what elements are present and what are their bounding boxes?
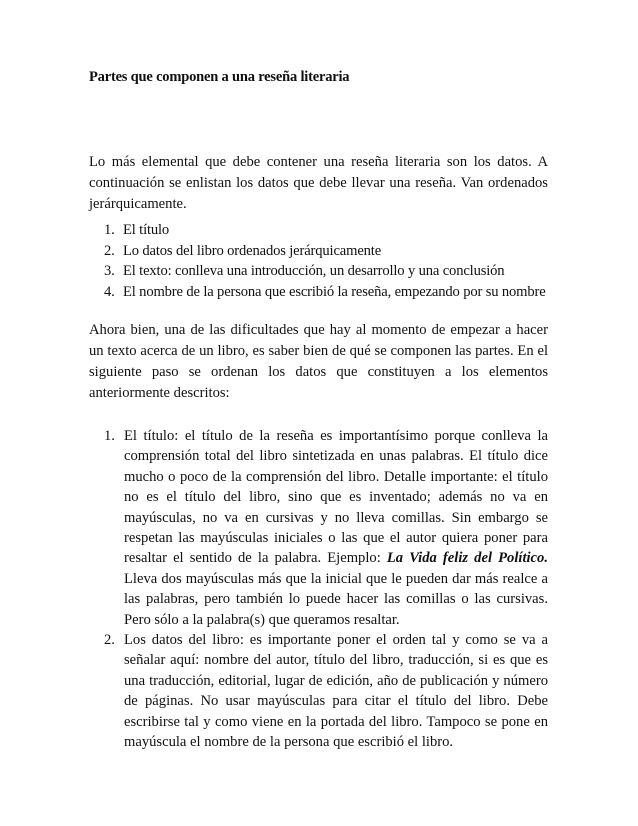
intro-paragraph: Lo más elemental que debe contener una reseña literaria son los datos. A continuación se enlistan los datos que debe llevar una reseña. Van ordenados jerárquicamente. — [89, 154, 548, 212]
detail-item-title — [89, 426, 548, 630]
document-title: Partes que componen a una reseña literaria — [89, 69, 350, 85]
body-paragraph: Ahora bien, una de las dificultades que hay al momento de empezar a hacer un texto acerca de un libro, es saber bien de qué se componen las partes. En el siguiente paso se ordenan los datos que constituyen a los elementos anteriormente descritos: — [89, 322, 548, 401]
list-item-number: 2. — [104, 242, 115, 259]
list-item-number: 4. — [104, 283, 115, 300]
list-item-text: El nombre de la persona que escribió la reseña, empezando por su nombre — [123, 283, 546, 300]
list-item-text: El texto: conlleva una introducción, un desarrollo y una conclusión — [123, 263, 505, 279]
list-item-number: 3. — [104, 263, 115, 279]
list-item-text: Lo datos del libro ordenados jerárquicamente — [123, 242, 382, 259]
detail-text-after: Lleva dos mayúsculas más que la inicial que le pueden dar más realce a las palabras, pero también lo puede hacer las comillas o las cursivas. Pero sólo a la palabra(s) que queramos resaltar. — [124, 570, 548, 628]
parts-list — [89, 220, 559, 302]
list-item — [89, 220, 559, 241]
list-item — [89, 261, 559, 282]
detail-text-before: El título: el título de la reseña es importantísimo porque conlleva la comprensión total del libro sintetizada en unas palabras. El título dice mucho o poco de la comprensión del libro. Detalle importante: el título no es el título del libro, sino que es inventado; además no va en mayúsculas, no va en cursivas y no lleva comillas. Sin embargo se respetan las mayúsculas iniciales o las que el autor quiera poner para resaltar el sentido de la palabra. Ejemplo: — [124, 428, 548, 567]
list-item-number: 1. — [104, 428, 115, 444]
detail-text: Los datos del libro: es importante poner el orden tal y como se va a señalar aquí: nombre del autor, título del libro, traducción, si es que es una traducción, editorial, lugar de edición, año de publicación y número de páginas. No usar mayúsculas para citar el título del libro. Debe escribirse tal y como viene en la portada del libro. Tampoco se pone en mayúscula el nombre de la persona que escribió el libro. — [124, 632, 548, 751]
list-item-number: 1. — [104, 222, 115, 238]
detail-item-book-data — [89, 630, 548, 752]
list-item-number: 2. — [104, 632, 115, 649]
list-item — [89, 282, 559, 303]
list-item-text: El título — [123, 222, 170, 238]
list-item — [89, 241, 559, 262]
details-list — [89, 426, 548, 753]
example-title: La Vida feliz del Político. — [386, 550, 548, 567]
